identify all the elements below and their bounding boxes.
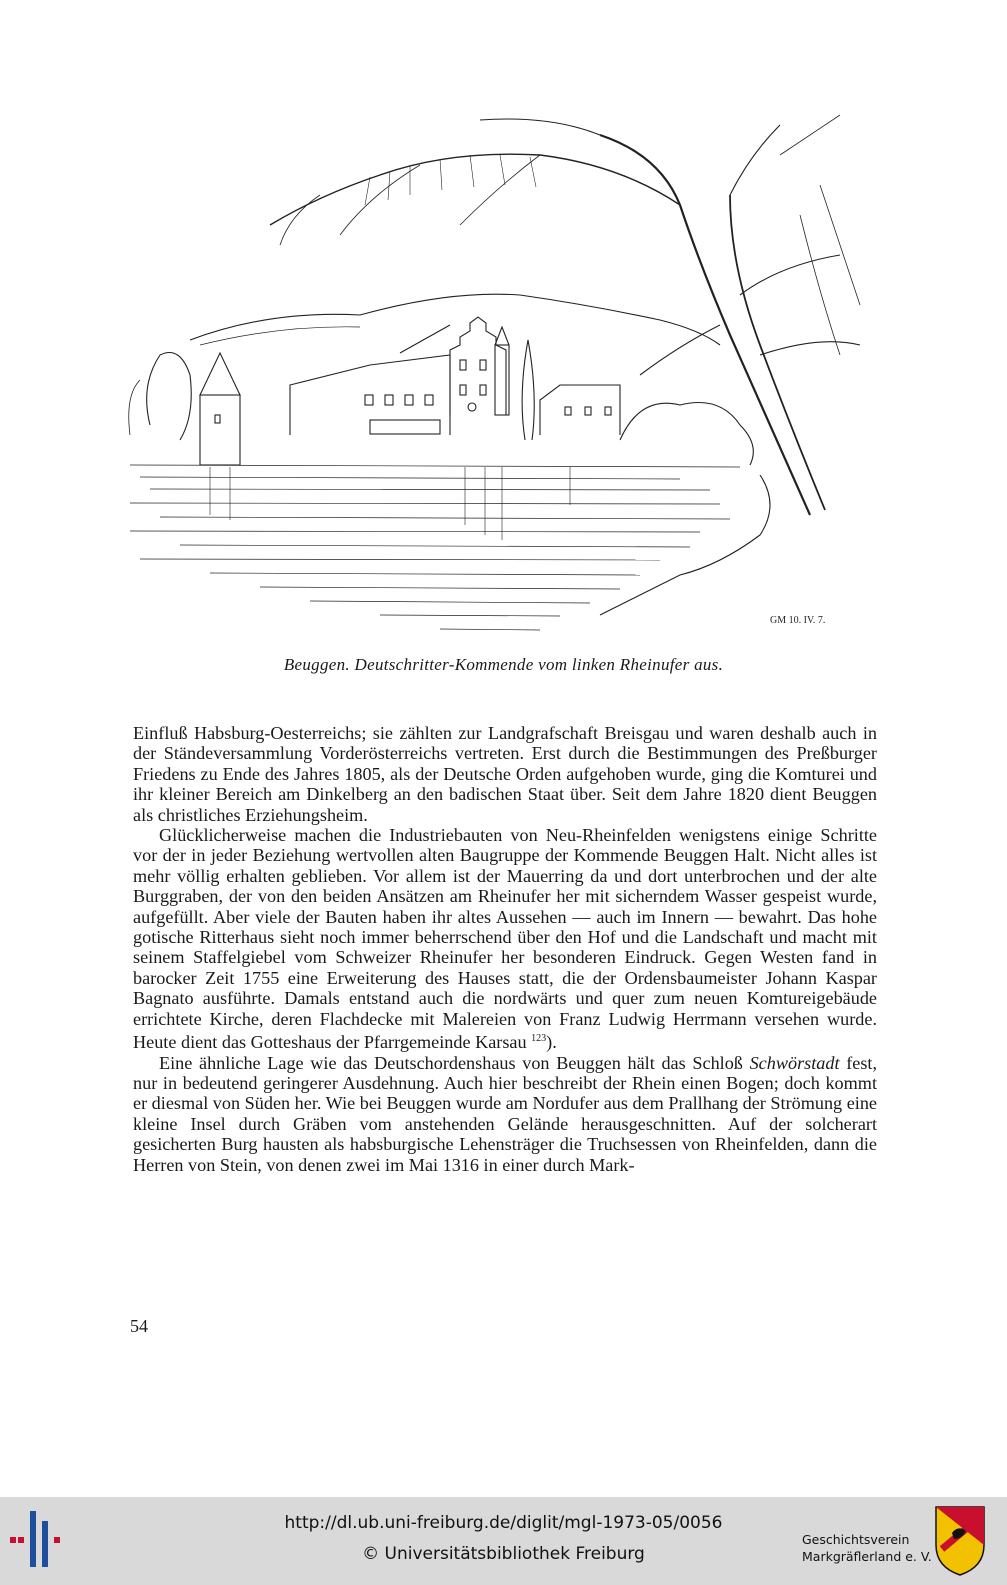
paragraph-3-rest: fest, nur in bedeutend geringerer Ausdehnung. Auch hier beschreibt der Rhein einen Bogen; doch kommt er diesmal von Süden her. Wie bei Beuggen wurde am Nordufer aus dem Prallhang der Strömung eine kleine Insel durch Gräben vom anstehenden Gelände herausgeschnitten. Auf der solcherart gesicherten Burg hausten als habsburgische Lehensträger die Truchsessen von Rheinfelden, dann die Herren von Stein, von denen zwei im Mai 1316 in einer durch Mark- xyxy=(133,1052,877,1175)
coat-of-arms-icon xyxy=(934,1505,986,1577)
footer-url-link[interactable]: http://dl.ub.uni-freiburg.de/diglit/mgl-1973-05/0056 xyxy=(284,1513,723,1533)
paragraph-2 xyxy=(133,825,877,1053)
footnote-reference[interactable]: 123 xyxy=(531,1033,547,1045)
org-line-2: Markgräflerland e. V. xyxy=(802,1549,932,1564)
footer-bar xyxy=(0,1497,1007,1585)
paragraph-3 xyxy=(133,1053,877,1175)
figure-caption: Beuggen. Deutschritter-Kommende vom linken Rheinufer aus. xyxy=(283,655,724,674)
page-number: 54 xyxy=(130,1316,148,1336)
footer-organization xyxy=(802,1531,932,1565)
beuggen-illustration xyxy=(120,95,880,650)
paragraph-3-start: Eine ähnliche Lage wie das Deutschordenshaus von Beuggen hält das Schloß xyxy=(159,1052,743,1073)
footer-copyright: © Universitätsbibliothek Freiburg xyxy=(362,1544,645,1564)
paragraph-2-end: ). xyxy=(546,1032,557,1053)
pen-drawing xyxy=(120,95,880,650)
place-name-italic: Schwörstadt xyxy=(749,1052,840,1073)
artist-signature: GM 10. IV. 7. xyxy=(770,615,826,626)
paragraph-1: Einfluß Habsburg-Oesterreichs; sie zählten zur Landgrafschaft Breisgau und waren deshalb auch in der Ständeversammlung Vorderösterreichs vertreten. Erst durch die Bestimmungen des Preßburger Friedens zu Ende des Jahres 1805, als der Deutsche Orden aufgehoben wurde, ging die Komturei und ihr kleiner Bereich am Dinkelberg an den badischen Staat über. Seit dem Jahre 1820 dient Beuggen als christliches Erziehungsheim. xyxy=(133,723,877,825)
body-text xyxy=(133,723,877,1175)
org-line-1: Geschichtsverein xyxy=(802,1532,910,1547)
paragraph-2-text: Glücklicherweise machen die Industriebauten von Neu-Rheinfelden wenigstens einige Schritte vor der in jeder Beziehung wertvollen alten Baugruppe der Kommende Beuggen Halt. Nicht alles ist mehr völlig erhalten geblieben. Vor allem ist der Mauerring da und dort unterbrochen und der alte Burggraben, der von den beiden Ansätzen am Rheinufer her mit sicherndem Wasser gespeist wurde, aufgefüllt. Aber viele der Bauten haben ihr altes Aussehen — auch im Innern — bewahrt. Das hohe gotische Ritterhaus sieht noch immer beherrschend über den Hof und die Landschaft und macht mit seinem Staffelgiebel vom Schweizer Rheinufer her besonderen Eindruck. Gegen Westen fand in barocker Zeit 1755 eine Erweiterung des Hauses statt, die der Ordensbaumeister Johann Kaspar Bagnato ausführte. Damals entstand auch die nordwärts und quer zum neuen Komtureigebäude errichtete Kirche, deren Flachdecke mit Malereien von Franz Ludwig Herrmann versehen wurde. Heute dient das Gotteshaus der Pfarrgemeinde Karsau xyxy=(133,825,877,1053)
